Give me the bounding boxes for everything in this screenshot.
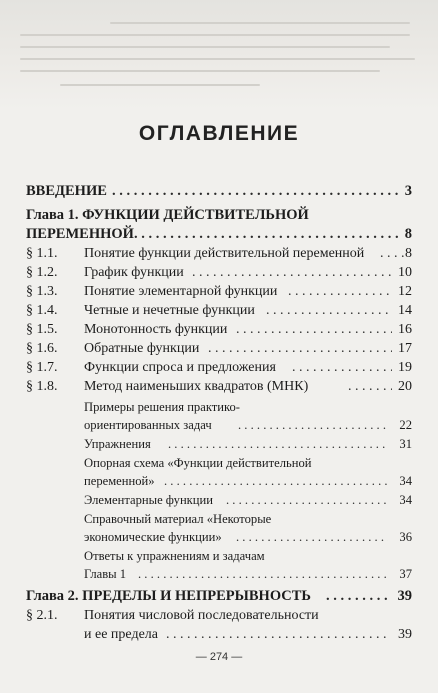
toc-page-number: 19 (398, 360, 412, 375)
section-number: § 1.4. (26, 303, 58, 318)
section-number: § 1.7. (26, 360, 58, 375)
dot-leader (236, 528, 388, 546)
section-title: Метод наименьших квадратов (МНК) (84, 379, 309, 394)
toc-page-number: 39 (398, 627, 412, 642)
section-number: § 1.6. (26, 341, 58, 356)
toc-page-number: 16 (398, 322, 412, 337)
toc-page-number: 34 (399, 493, 412, 507)
toc-page-number: 34 (399, 474, 412, 488)
extra-title: Справочный материал «Некоторые (84, 512, 272, 526)
extra-title: Примеры решения практико- (84, 400, 240, 414)
dot-leader (112, 182, 400, 200)
dot-leader (168, 435, 388, 453)
dot-leader (292, 359, 392, 377)
chapter-heading: Глава 2. ПРЕДЕЛЫ И НЕПРЕРЫВНОСТЬ (26, 588, 312, 604)
section-number: § 1.5. (26, 322, 58, 337)
section-number: § 1.2. (26, 265, 58, 280)
toc-page-number: 31 (399, 437, 412, 451)
extra-title: экономические функции» (84, 530, 222, 544)
section-title: Обратные функции (84, 341, 200, 356)
dot-leader (192, 264, 392, 282)
toc-page-number: 17 (398, 341, 412, 356)
dot-leader (226, 491, 388, 509)
section-number: § 2.1. (26, 608, 58, 623)
dot-leader (164, 472, 388, 490)
toc-page-number: 20 (398, 379, 412, 394)
section-number: § 1.3. (26, 284, 58, 299)
extra-title: Элементарные функции (84, 493, 214, 507)
dot-leader (266, 302, 392, 320)
section-title: Функции спроса и предложения (84, 360, 276, 375)
extra-title: Упражнения (84, 437, 151, 451)
dot-leader (166, 626, 388, 644)
dot-leader (348, 378, 392, 396)
extra-title: переменной» (84, 474, 155, 488)
section-number: § 1.8. (26, 379, 58, 394)
section-title: и ее предела (84, 627, 158, 642)
section-title: Четные и нечетные функции (84, 303, 255, 318)
chapter-heading: ПЕРЕМЕННОЙ (26, 226, 134, 242)
section-title: Монотонность функции (84, 322, 228, 337)
section-title: График функции (84, 265, 184, 280)
section-title: Понятия числовой последовательности (84, 608, 319, 623)
extra-title: Опорная схема «Функции действительной (84, 456, 312, 470)
dot-leader (134, 225, 400, 243)
toc-entry-label: ВВЕДЕНИЕ (26, 183, 107, 199)
toc-page-number: 36 (399, 530, 412, 544)
toc-page-number: 12 (398, 284, 412, 299)
extra-title: Ответы к упражнениям и задачам (84, 549, 265, 563)
section-title: Понятие элементарной функции (84, 284, 278, 299)
section-title: Понятие функции действительной переменной (84, 246, 365, 261)
dot-leader (236, 321, 392, 339)
toc-page-number: 14 (398, 303, 412, 318)
section-number: § 1.1. (26, 246, 58, 261)
toc-page-number: 8 (405, 246, 412, 261)
toc-page-number: 22 (399, 418, 412, 432)
dot-leader (138, 565, 388, 583)
dot-leader (326, 587, 390, 605)
extra-title: ориентированных задач (84, 418, 212, 432)
toc-page-number: 10 (398, 265, 412, 280)
page-title: ОГЛАВЛЕНИЕ (138, 122, 300, 145)
chapter-heading: Глава 1. ФУНКЦИИ ДЕЙСТВИТЕЛЬНОЙ (26, 207, 309, 223)
toc-page-number: 3 (404, 183, 412, 199)
page-footer-number: — 274 — (195, 651, 243, 663)
extra-title: Главы 1 (84, 567, 127, 581)
dot-leader (288, 283, 392, 301)
dot-leader (238, 416, 388, 434)
toc-page-number: 37 (399, 567, 412, 581)
dot-leader (208, 340, 392, 358)
dot-leader (380, 245, 404, 263)
toc-page-number: 39 (397, 588, 412, 604)
toc-page-number: 8 (404, 226, 412, 242)
